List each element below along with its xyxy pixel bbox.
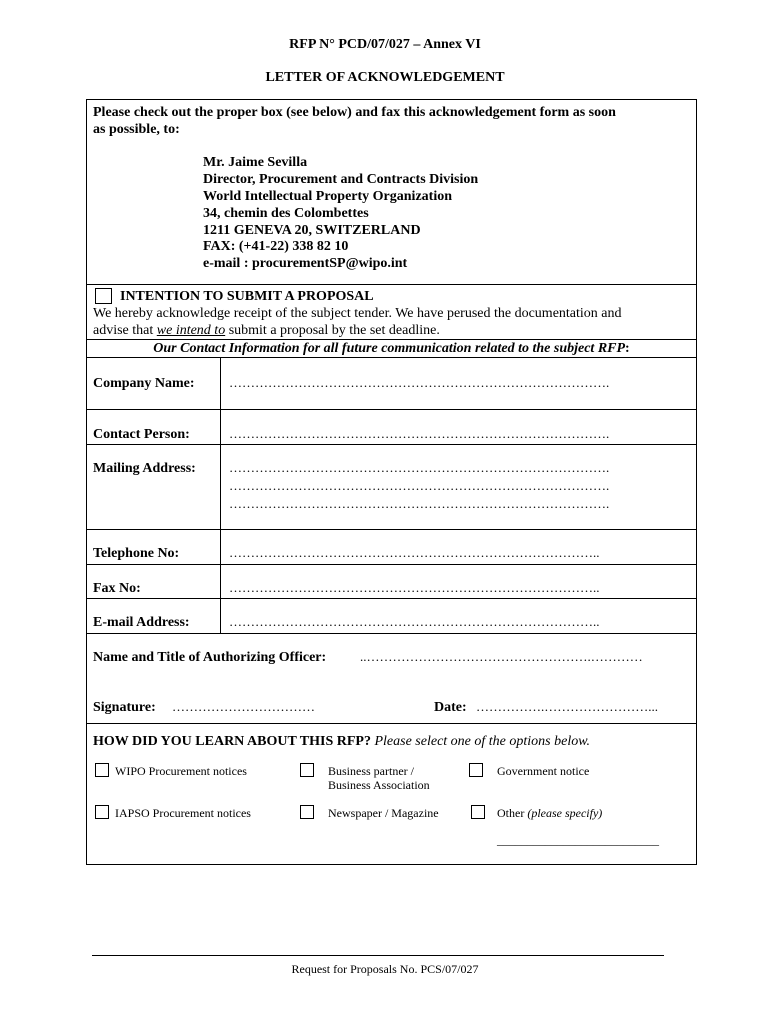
divider: [86, 564, 697, 565]
instructions-line-1: Please check out the proper box (see below) and fax this acknowledgement form as soon: [93, 105, 616, 120]
divider: [86, 409, 697, 410]
date-label: Date:: [434, 700, 467, 715]
option-other-specify-field[interactable]: ___________________________: [497, 833, 659, 847]
document-title: LETTER OF ACKNOWLEDGEMENT: [265, 70, 505, 85]
recipient-organization: World Intellectual Property Organization: [203, 189, 452, 204]
recipient-street: 34, chemin des Colombettes: [203, 206, 369, 221]
option-other-checkbox[interactable]: [471, 805, 485, 819]
email-address-label: E-mail Address:: [93, 615, 190, 630]
divider: [86, 444, 697, 445]
date-field[interactable]: …………….……………………...: [476, 699, 658, 714]
intention-text-line-1: We hereby acknowledge receipt of the subject tender. We have perused the documentation and: [93, 306, 622, 321]
contact-person-field[interactable]: …………………………………………………………………………….: [229, 426, 610, 441]
divider: [86, 598, 697, 599]
footer-text: Request for Proposals No. PCS/07/027: [291, 962, 479, 976]
rfp-reference: RFP N° PCD/07/027 – Annex VI: [289, 37, 481, 52]
option-government-label: Government notice: [497, 764, 590, 778]
mailing-address-field-line-3[interactable]: …………………………………………………………………………….: [229, 496, 610, 511]
instructions-line-2: as possible, to:: [93, 122, 180, 137]
intend-emphasis: we intend to: [156, 323, 226, 338]
intention-heading: INTENTION TO SUBMIT A PROPOSAL: [120, 289, 374, 304]
contact-info-heading: Our Contact Information for all future communication related to the subject RFP:: [153, 341, 630, 356]
mailing-address-field-line-2[interactable]: …………………………………………………………………………….: [229, 478, 610, 493]
authorizing-officer-field[interactable]: ..…………………………………………….…………: [360, 649, 643, 664]
recipient-email: e-mail : procurementSP@wipo.int: [203, 256, 408, 271]
fax-label: Fax No:: [93, 581, 141, 596]
recipient-city: 1211 GENEVA 20, SWITZERLAND: [203, 223, 421, 238]
option-newspaper-checkbox[interactable]: [300, 805, 314, 819]
option-iapso-checkbox[interactable]: [95, 805, 109, 819]
option-government-checkbox[interactable]: [469, 763, 483, 777]
company-name-label: Company Name:: [93, 376, 195, 391]
recipient-role: Director, Procurement and Contracts Division: [203, 172, 479, 187]
email-address-field[interactable]: …………………………………………………………………………..: [229, 614, 600, 629]
intention-checkbox[interactable]: [95, 288, 112, 304]
signature-field[interactable]: ……………………………: [172, 699, 315, 714]
option-newspaper-label: Newspaper / Magazine: [328, 806, 439, 820]
option-iapso-label: IAPSO Procurement notices: [115, 806, 251, 820]
divider: [86, 529, 697, 530]
option-partner-label-line-2: Business Association: [328, 778, 430, 792]
option-wipo-label: WIPO Procurement notices: [115, 764, 247, 778]
mailing-address-field-line-1[interactable]: …………………………………………………………………………….: [229, 460, 610, 475]
survey-question: HOW DID YOU LEARN ABOUT THIS RFP? Please select one of the options below.: [93, 734, 591, 749]
telephone-field[interactable]: …………………………………………………………………………..: [229, 545, 600, 560]
divider: [86, 633, 697, 634]
mailing-address-label: Mailing Address:: [93, 461, 196, 476]
survey-hint: Please select one of the options below.: [374, 734, 591, 749]
intention-text-line-2: advise that we intend to submit a proposal by the set deadline.: [93, 323, 440, 338]
option-partner-checkbox[interactable]: [300, 763, 314, 777]
authorizing-officer-label: Name and Title of Authorizing Officer:: [93, 650, 327, 665]
option-partner-label-line-1: Business partner /: [328, 764, 414, 778]
field-column-divider: [220, 357, 221, 634]
divider: [86, 723, 697, 724]
contact-person-label: Contact Person:: [93, 427, 190, 442]
recipient-fax: FAX: (+41-22) 338 82 10: [203, 239, 349, 254]
recipient-name: Mr. Jaime Sevilla: [203, 155, 308, 170]
company-name-field[interactable]: …………………………………………………………………………….: [229, 375, 610, 390]
telephone-label: Telephone No:: [93, 546, 180, 561]
signature-label: Signature:: [93, 700, 156, 715]
option-other-label: Other (please specify): [497, 806, 603, 820]
footer-rule: [92, 955, 664, 956]
divider: [86, 357, 697, 358]
option-wipo-checkbox[interactable]: [95, 763, 109, 777]
fax-field[interactable]: …………………………………………………………………………..: [229, 580, 600, 595]
